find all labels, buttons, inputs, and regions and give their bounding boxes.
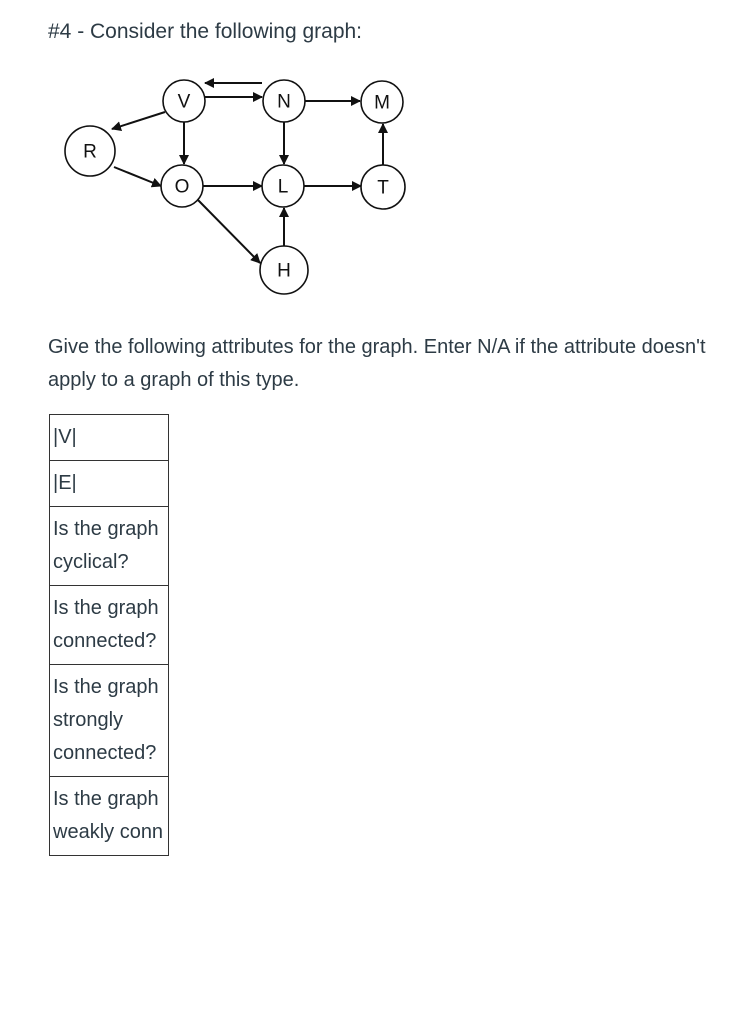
table-row: [50, 586, 169, 665]
graph-node-r: [65, 126, 115, 176]
node-label: V: [177, 91, 191, 113]
graph-node-n: [263, 80, 305, 122]
table-row: [50, 665, 169, 777]
attribute-cyclical[interactable]: Is the graph cyclical?: [50, 507, 169, 586]
attribute-strongly-connected[interactable]: Is the graph strongly connected?: [50, 665, 169, 777]
graph-node-o: [161, 165, 203, 207]
table-row: [50, 507, 169, 586]
question-title: #4 - Consider the following graph:: [48, 20, 363, 43]
node-label: H: [277, 260, 291, 282]
node-label: M: [374, 92, 390, 114]
graph-node-h: [260, 246, 308, 294]
graph-node-l: [262, 165, 304, 207]
node-label: T: [377, 177, 389, 199]
edge-o-to-h: [198, 200, 260, 263]
attribute-connected[interactable]: Is the graph connected?: [50, 586, 169, 665]
attributes-table: [49, 414, 169, 856]
table-row: [50, 777, 169, 856]
graph-node-t: [361, 165, 405, 209]
node-label: L: [277, 176, 289, 198]
edge-v-to-r: [112, 112, 165, 129]
edge-r-to-o: [114, 167, 161, 186]
attribute-weakly-connected[interactable]: Is the graph weakly conn: [50, 777, 169, 856]
node-label: N: [277, 91, 291, 113]
table-row: [50, 415, 169, 461]
graph-node-v: [163, 80, 205, 122]
instructions-text: Give the following attributes for the graph. Enter N/A if the attribute doesn't apply to a graph of this type.: [48, 336, 706, 391]
graph-node-m: [361, 81, 403, 123]
attribute-edge-count[interactable]: |E|: [50, 461, 169, 507]
graph-edges: [112, 83, 383, 263]
attribute-vertex-count[interactable]: |V|: [50, 415, 169, 461]
node-label: R: [83, 141, 97, 163]
directed-graph-figure: [0, 0, 736, 310]
node-label: O: [174, 176, 190, 198]
table-row: [50, 461, 169, 507]
